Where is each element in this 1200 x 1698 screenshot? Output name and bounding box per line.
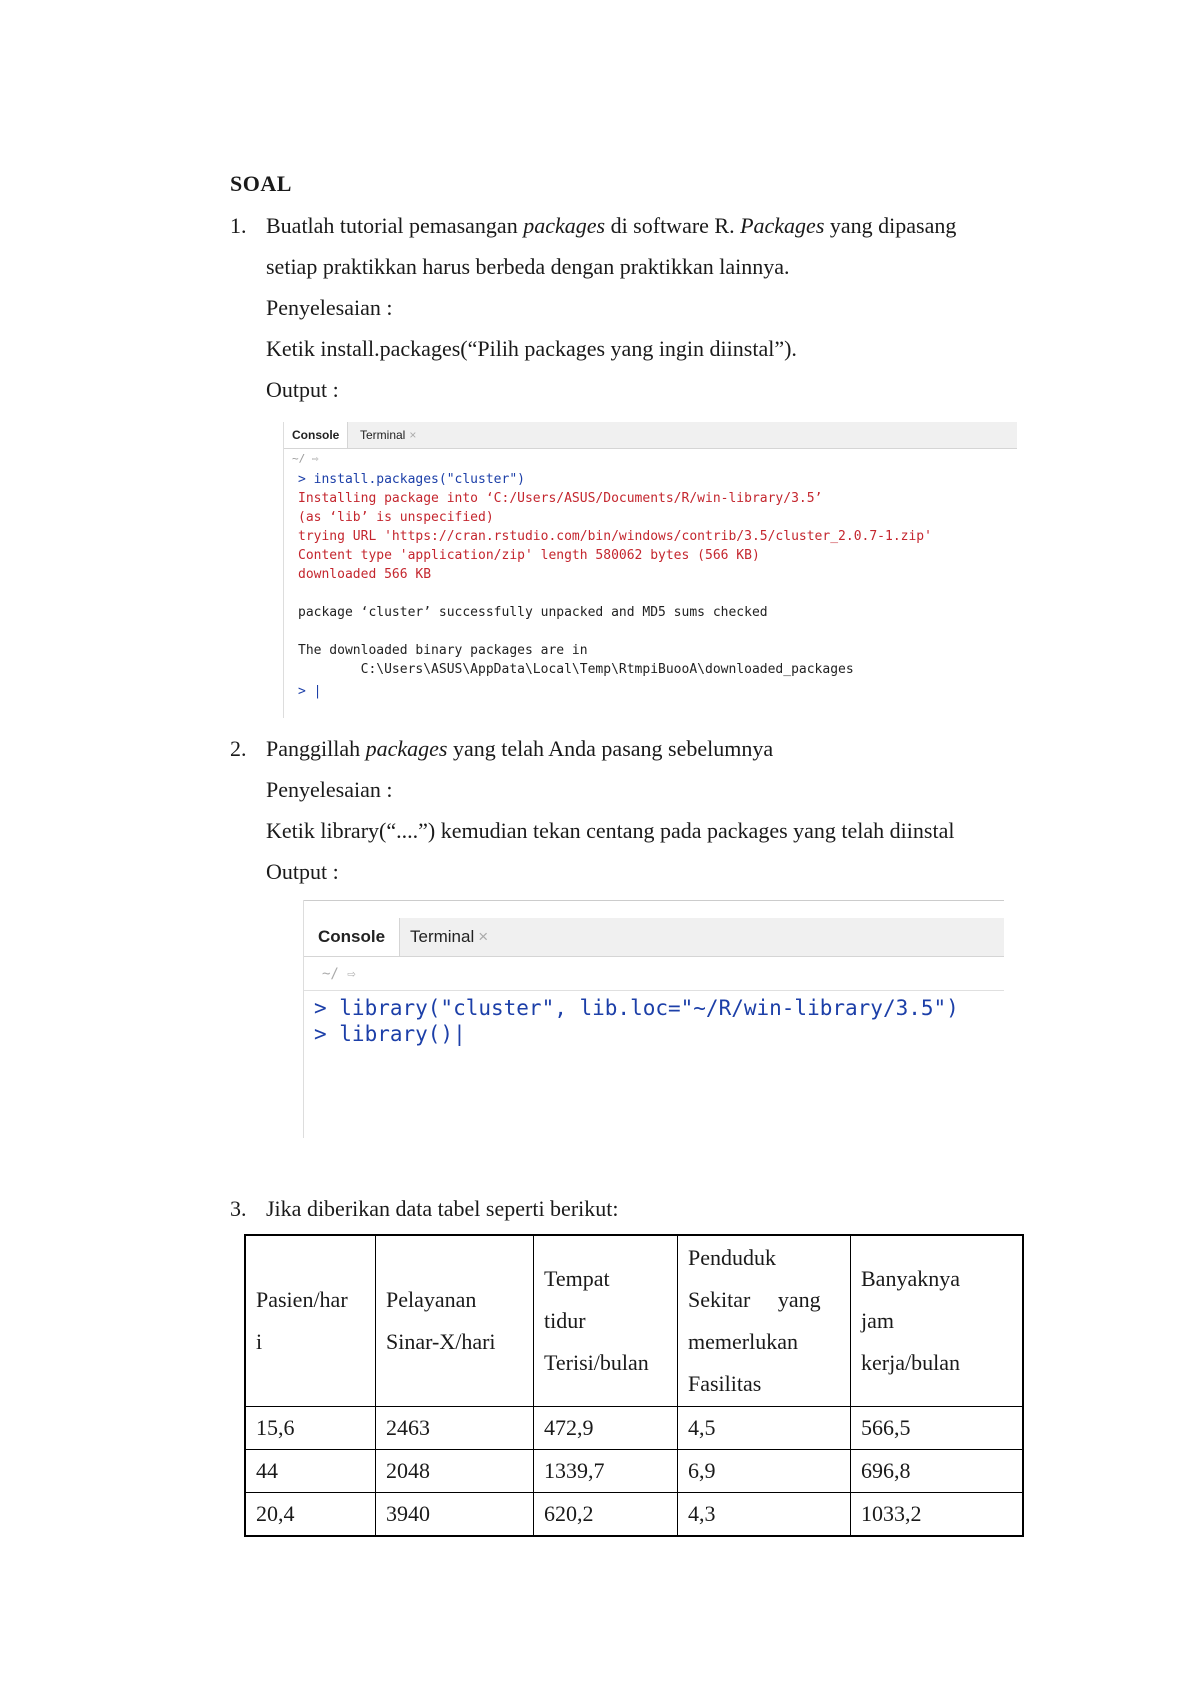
q1-number: 1. xyxy=(230,213,247,238)
q1-text: Buatlah tutorial pemasangan packages di software R. Packages yang dipasang xyxy=(266,213,957,238)
table-cell: 3940 xyxy=(376,1493,534,1537)
console-line: package ‘cluster’ successfully unpacked and MD5 sums checked xyxy=(298,605,768,620)
section-title: SOAL xyxy=(230,171,292,196)
table-cell: 20,4 xyxy=(245,1493,376,1537)
table-cell: 1033,2 xyxy=(851,1493,1024,1537)
close-icon[interactable]: × xyxy=(478,927,489,946)
data-table xyxy=(244,1234,1024,1537)
table-header-row xyxy=(245,1235,1023,1407)
header-line: i xyxy=(256,1329,263,1354)
console-tabbar xyxy=(304,918,1004,957)
header-line: Sekitar yang xyxy=(688,1287,821,1312)
console-prompt[interactable]: > | xyxy=(298,684,322,699)
table-row xyxy=(245,1450,1023,1493)
table-cell: 2048 xyxy=(376,1450,534,1493)
header-cell xyxy=(678,1235,851,1407)
tab-terminal[interactable]: Terminal × xyxy=(410,927,489,946)
divider xyxy=(304,990,1004,991)
header-line: Sinar-X/hari xyxy=(386,1329,496,1354)
q2-output-label: Output : xyxy=(266,859,339,884)
table-cell: 15,6 xyxy=(245,1407,376,1450)
header-line: memerlukan xyxy=(688,1329,798,1354)
table-cell: 472,9 xyxy=(534,1407,678,1450)
table-cell: 696,8 xyxy=(851,1450,1024,1493)
header-line: Fasilitas xyxy=(688,1371,762,1396)
console-line: Content type 'application/zip' length 580062 bytes (566 KB) xyxy=(298,548,760,563)
table-row xyxy=(245,1493,1023,1537)
tab-console[interactable]: Console xyxy=(304,918,400,956)
header-line: jam xyxy=(861,1308,894,1333)
console-tabbar xyxy=(284,422,1017,449)
console-line: C:\Users\ASUS\AppData\Local\Temp\RtmpiBuooA\downloaded_packages xyxy=(298,662,854,677)
header-line: Terisi/bulan xyxy=(544,1350,649,1375)
header-line: tidur xyxy=(544,1308,586,1333)
q3-text: Jika diberikan data tabel seperti berikut: xyxy=(266,1196,619,1221)
console-prompt[interactable]: > library()| xyxy=(314,1022,466,1046)
q1-text-line2: setiap praktikkan harus berbeda dengan praktikkan lainnya. xyxy=(266,254,790,279)
console-line: The downloaded binary packages are in xyxy=(298,643,588,658)
header-line: Pelayanan xyxy=(386,1287,477,1312)
q1-solution-label: Penyelesaian : xyxy=(266,295,393,320)
header-cell xyxy=(245,1235,376,1407)
divider xyxy=(304,900,1004,905)
table-row xyxy=(245,1407,1023,1450)
header-cell xyxy=(851,1235,1024,1407)
console-line: > install.packages("cluster") xyxy=(298,472,525,487)
console-line: trying URL 'https://cran.rstudio.com/bin/windows/contrib/3.5/cluster_2.0.7-1.zip' xyxy=(298,529,932,544)
header-cell xyxy=(376,1235,534,1407)
working-dir-path: ~/ ⇨ xyxy=(322,966,356,982)
q1-output-label: Output : xyxy=(266,377,339,402)
header-line: Tempat xyxy=(544,1266,610,1291)
header-line: kerja/bulan xyxy=(861,1350,960,1375)
table-cell: 620,2 xyxy=(534,1493,678,1537)
q2-solution-label: Penyelesaian : xyxy=(266,777,393,802)
console-line: (as ‘lib’ is unspecified) xyxy=(298,510,494,525)
tab-console[interactable]: Console xyxy=(284,422,348,448)
header-line: Penduduk xyxy=(688,1245,776,1270)
q2-text: Panggillah packages yang telah Anda pasang sebelumnya xyxy=(266,736,774,761)
tab-terminal[interactable]: Terminal × xyxy=(360,428,417,442)
table-cell: 4,5 xyxy=(678,1407,851,1450)
console-screenshot-2 xyxy=(303,900,1004,1138)
header-line: Banyaknya xyxy=(861,1266,960,1291)
q3-number: 3. xyxy=(230,1196,247,1221)
q1-instruction: Ketik install.packages(“Pilih packages yang ingin diinstal”). xyxy=(266,336,797,361)
table-cell: 1339,7 xyxy=(534,1450,678,1493)
header-line: Pasien/har xyxy=(256,1287,348,1312)
table-cell: 44 xyxy=(245,1450,376,1493)
console-screenshot-1 xyxy=(283,422,1017,718)
close-icon[interactable]: × xyxy=(409,428,417,442)
working-dir-path: ~/ ⇨ xyxy=(292,452,319,465)
header-cell xyxy=(534,1235,678,1407)
q2-instruction: Ketik library(“....”) kemudian tekan centang pada packages yang telah diinstal xyxy=(266,818,955,843)
table-cell: 2463 xyxy=(376,1407,534,1450)
console-line: Installing package into ‘C:/Users/ASUS/Documents/R/win-library/3.5’ xyxy=(298,491,823,506)
table-cell: 6,9 xyxy=(678,1450,851,1493)
console-line: downloaded 566 KB xyxy=(298,567,432,582)
console-line: > library("cluster", lib.loc="~/R/win-library/3.5") xyxy=(314,996,959,1020)
table-cell: 566,5 xyxy=(851,1407,1024,1450)
table-cell: 4,3 xyxy=(678,1493,851,1537)
q2-number: 2. xyxy=(230,736,247,761)
